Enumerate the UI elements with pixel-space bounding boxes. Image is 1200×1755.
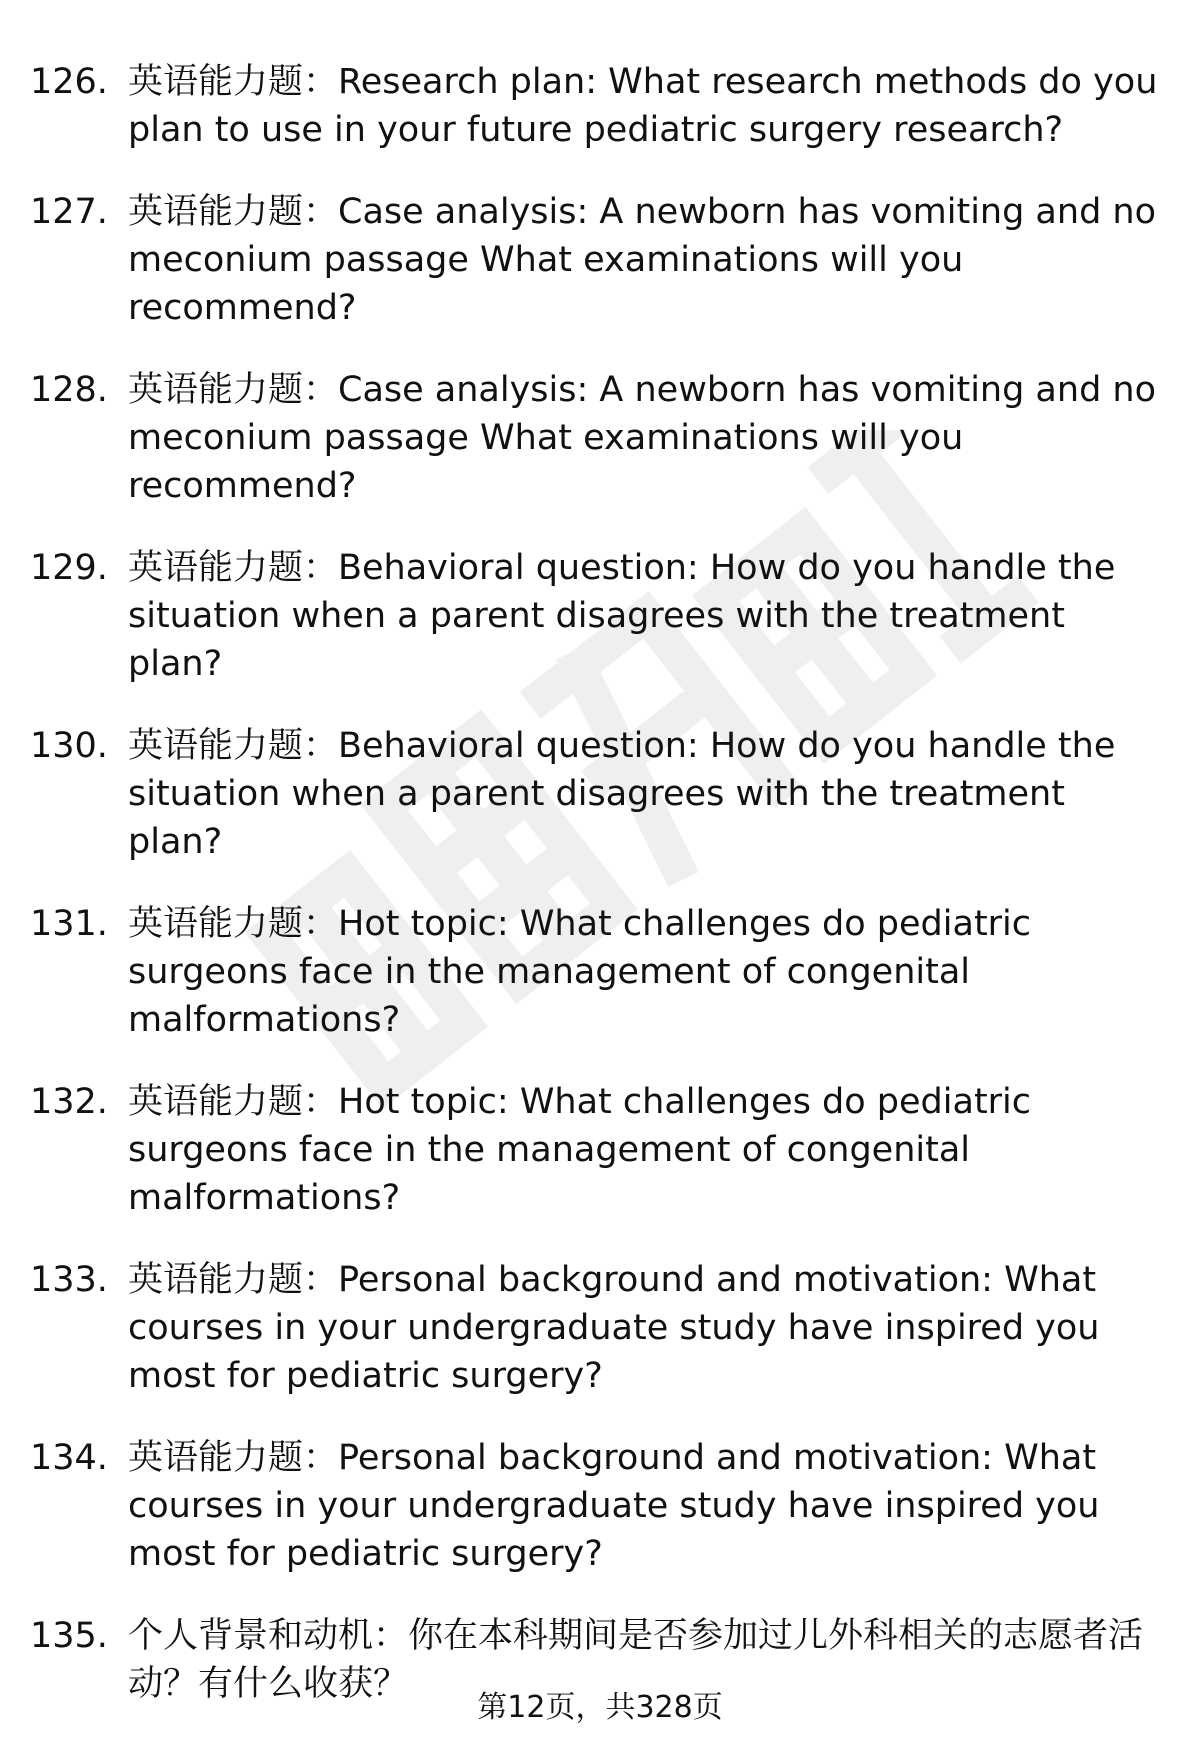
question-number: 133. [30,1260,108,1300]
question-item-128 [30,366,1170,510]
question-item-134 [30,1434,1170,1578]
page-footer: 第12页，共328页 [477,1690,723,1725]
question-number: 132. [30,1082,108,1122]
question-number: 135. [30,1616,108,1656]
question-number: 126. [30,62,108,102]
question-item-132 [30,1078,1170,1222]
question-item-129 [30,544,1170,688]
question-text: 英语能力题：Behavioral question: How do you handle the situation when a parent disagrees with the treatment plan? [128,548,1116,684]
question-item-133 [30,1256,1170,1400]
question-item-130 [30,722,1170,866]
question-text: 英语能力题：Case analysis: A newborn has vomiting and no meconium passage What examinations will you recommend? [128,192,1157,328]
question-text: 英语能力题：Research plan: What research methods do you plan to use in your future pediatric surgery research? [128,62,1158,150]
question-text: 英语能力题：Personal background and motivation: What courses in your undergraduate study have inspired you most for pediatric surgery? [128,1260,1100,1396]
question-item-127 [30,188,1170,332]
question-number: 129. [30,548,108,588]
question-text: 英语能力题：Personal background and motivation: What courses in your undergraduate study have inspired you most for pediatric surgery? [128,1438,1100,1574]
question-text: 英语能力题：Case analysis: A newborn has vomiting and no meconium passage What examinations will you recommend? [128,370,1157,506]
question-text: 英语能力题：Hot topic: What challenges do pediatric surgeons face in the management of congenital malformations? [128,1082,1032,1218]
question-text: 英语能力题：Hot topic: What challenges do pediatric surgeons face in the management of congenital malformations? [128,904,1032,1040]
question-item-131 [30,900,1170,1044]
question-list [30,58,1170,1742]
question-number: 127. [30,192,108,232]
question-number: 131. [30,904,108,944]
question-item-126 [30,58,1170,154]
question-number: 128. [30,370,108,410]
question-number: 130. [30,726,108,766]
question-text: 个人背景和动机：你在本科期间是否参加过儿外科相关的志愿者活动？有什么收获？ [128,1616,1144,1704]
question-text: 英语能力题：Behavioral question: How do you handle the situation when a parent disagrees with the treatment plan? [128,726,1116,862]
question-number: 134. [30,1438,108,1478]
